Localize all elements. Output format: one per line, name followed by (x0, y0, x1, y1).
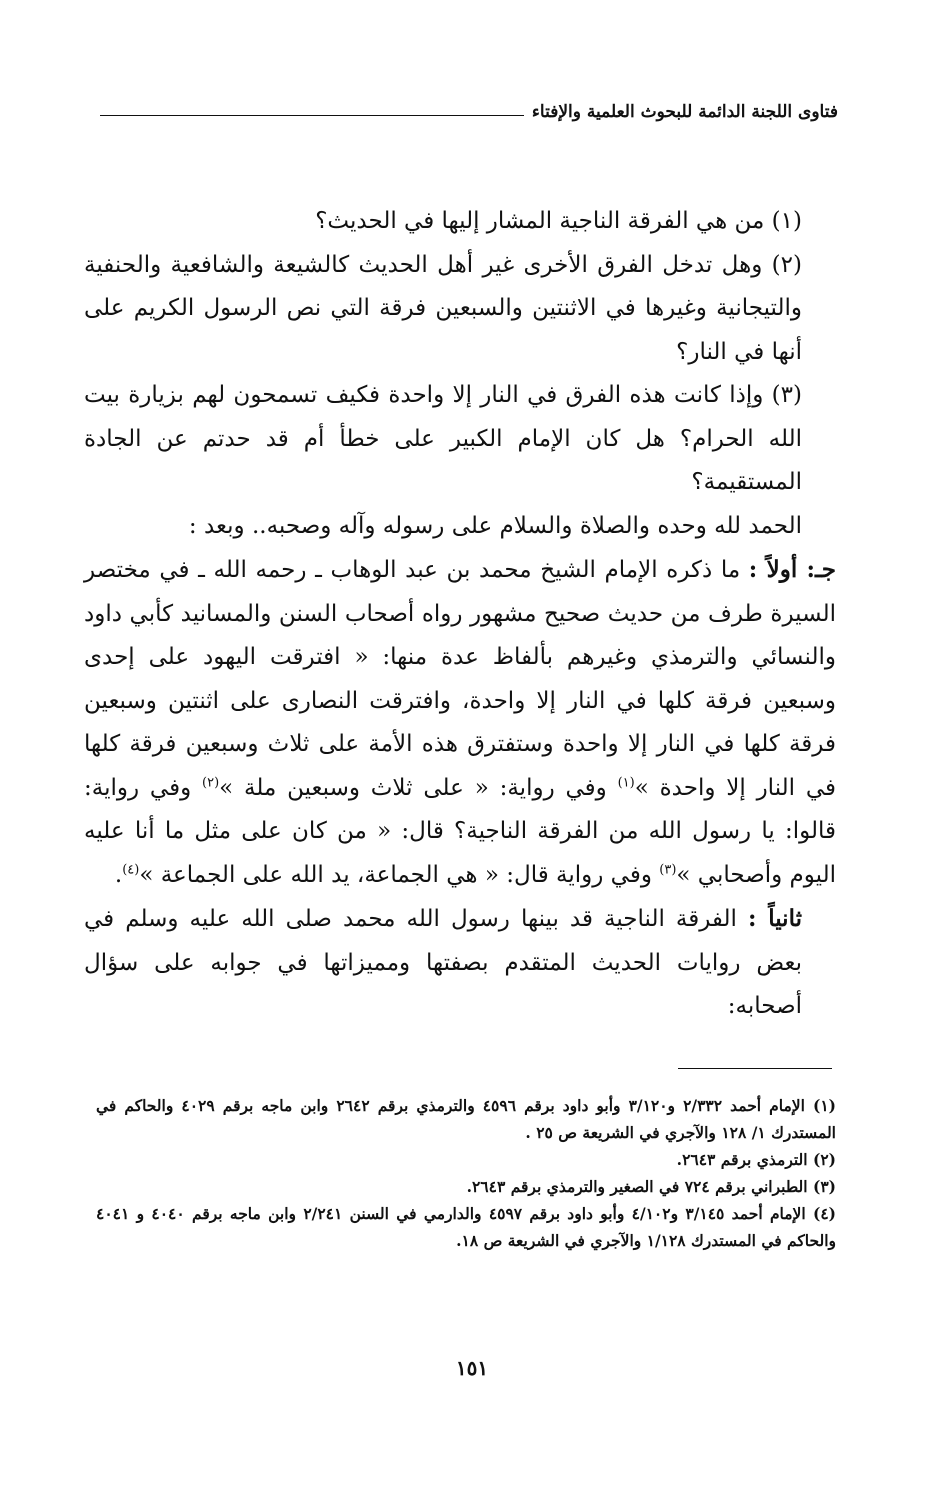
question-2: (٢) وهل تدخل الفرق الأخرى غير أهل الحديث كالشيعة والشافعية والحنفية والتيجانية وغيرها في الاثنتين والسبعين فرقة التي نص الرسول الكريم على أنها في النار؟ (84, 251, 802, 365)
footnote-4: (٤) الإمام أحمد ٣/١٤٥ و٤/١٠٢ وأبو داود برقم ٤٥٩٧ والدارمي في السنن ٢/٢٤١ وابن ماجه برقم ٤٠٤٠ و ٤٠٤١ والحاكم في المستدرك ١/١٢٨ والآجري في الشريعة ص ١٨. (96, 1204, 837, 1250)
answer-first-text-4: وفي رواية قال: « هي الجماعة، يد الله على الجماعة » (139, 861, 660, 888)
question-1: (١) من هي الفرقة الناجية المشار إليها في الحديث؟ (315, 208, 802, 234)
answer-first (84, 548, 836, 897)
header-title: فتاوى اللجنة الدائمة للبحوث العلمية والإفتاء (531, 102, 838, 122)
answer-first-text-3: وفي رواية: قالوا: يا رسول الله من الفرقة الناجية؟ قال: « من كان على مثل ما أنا عليه اليوم وأصحابي » (84, 774, 836, 888)
footnote-1: (١) الإمام أحمد ٢/٣٣٢ و٣/١٢٠ وأبو داود برقم ٤٥٩٦ والترمذي برقم ٢٦٤٢ وابن ماجه برقم ٤٠٢٩ والحاكم في المستدرك ١/ ١٢٨ والآجري في الشريعة ص ٢٥ . (96, 1096, 836, 1142)
footnotes (96, 1092, 836, 1254)
header-rule (100, 115, 524, 116)
page-number: ١٥١ (455, 1356, 489, 1380)
answer-second (84, 897, 836, 1029)
footnote-3: (٣) الطبراني برقم ٧٢٤ في الصغير والترمذي برقم ٢٦٤٣. (466, 1177, 836, 1196)
main-text (84, 200, 836, 1029)
footnote-ref-1: (١) (617, 774, 635, 790)
answer-second-label: ثانياً : (748, 905, 802, 932)
answer-second-text: الفرقة الناجية قد بينها رسول الله محمد صلى الله عليه وسلم في بعض روايات الحديث المتقدم بصفتها ومميزاتها في جوابه على سؤال أصحابه: (84, 906, 802, 1019)
footnote-separator (678, 1068, 832, 1069)
footnote-ref-2: (٢) (202, 774, 220, 790)
footnote-ref-3: (٣) (659, 861, 677, 877)
answer-first-text-2: وفي رواية: « على ثلاث وسبعين ملة » (219, 774, 618, 801)
question-3: (٣) وإذا كانت هذه الفرق في النار إلا واحدة فكيف تسمحون لهم بزيارة بيت الله الحرام؟ هل كان الإمام الكبير على خطأ أم قد حدتم عن الجادة المستقيمة؟ (84, 382, 802, 495)
footnote-ref-4: (٤) (122, 861, 140, 877)
footnote-2: (٢) الترمذي برقم ٢٦٤٣. (676, 1150, 836, 1169)
running-header (100, 88, 838, 122)
answer-first-label: جـ: أولاً : (748, 556, 836, 583)
answer-first-text-1: ما ذكره الإمام الشيخ محمد بن عبد الوهاب ـ رحمه الله ـ في مختصر السيرة طرف من حديث صحيح مشهور رواه أصحاب السنن والمسانيد كأبي داود والنسائي والترمذي وغيرهم بألفاظ عدة منها: « افترقت اليهود على إحدى وسبعين فرقة كلها في النار إلا واحدة، وافترقت النصارى على اثنتين وسبعين فرقة كلها في النار إلا واحدة وستفترق هذه الأمة على ثلاث وسبعين فرقة كلها في النار إلا واحدة » (84, 557, 837, 801)
answer-first-end: . (114, 861, 123, 888)
answer-intro: الحمد لله وحده والصلاة والسلام على رسوله وآله وصحبه.. وبعد : (188, 512, 802, 539)
